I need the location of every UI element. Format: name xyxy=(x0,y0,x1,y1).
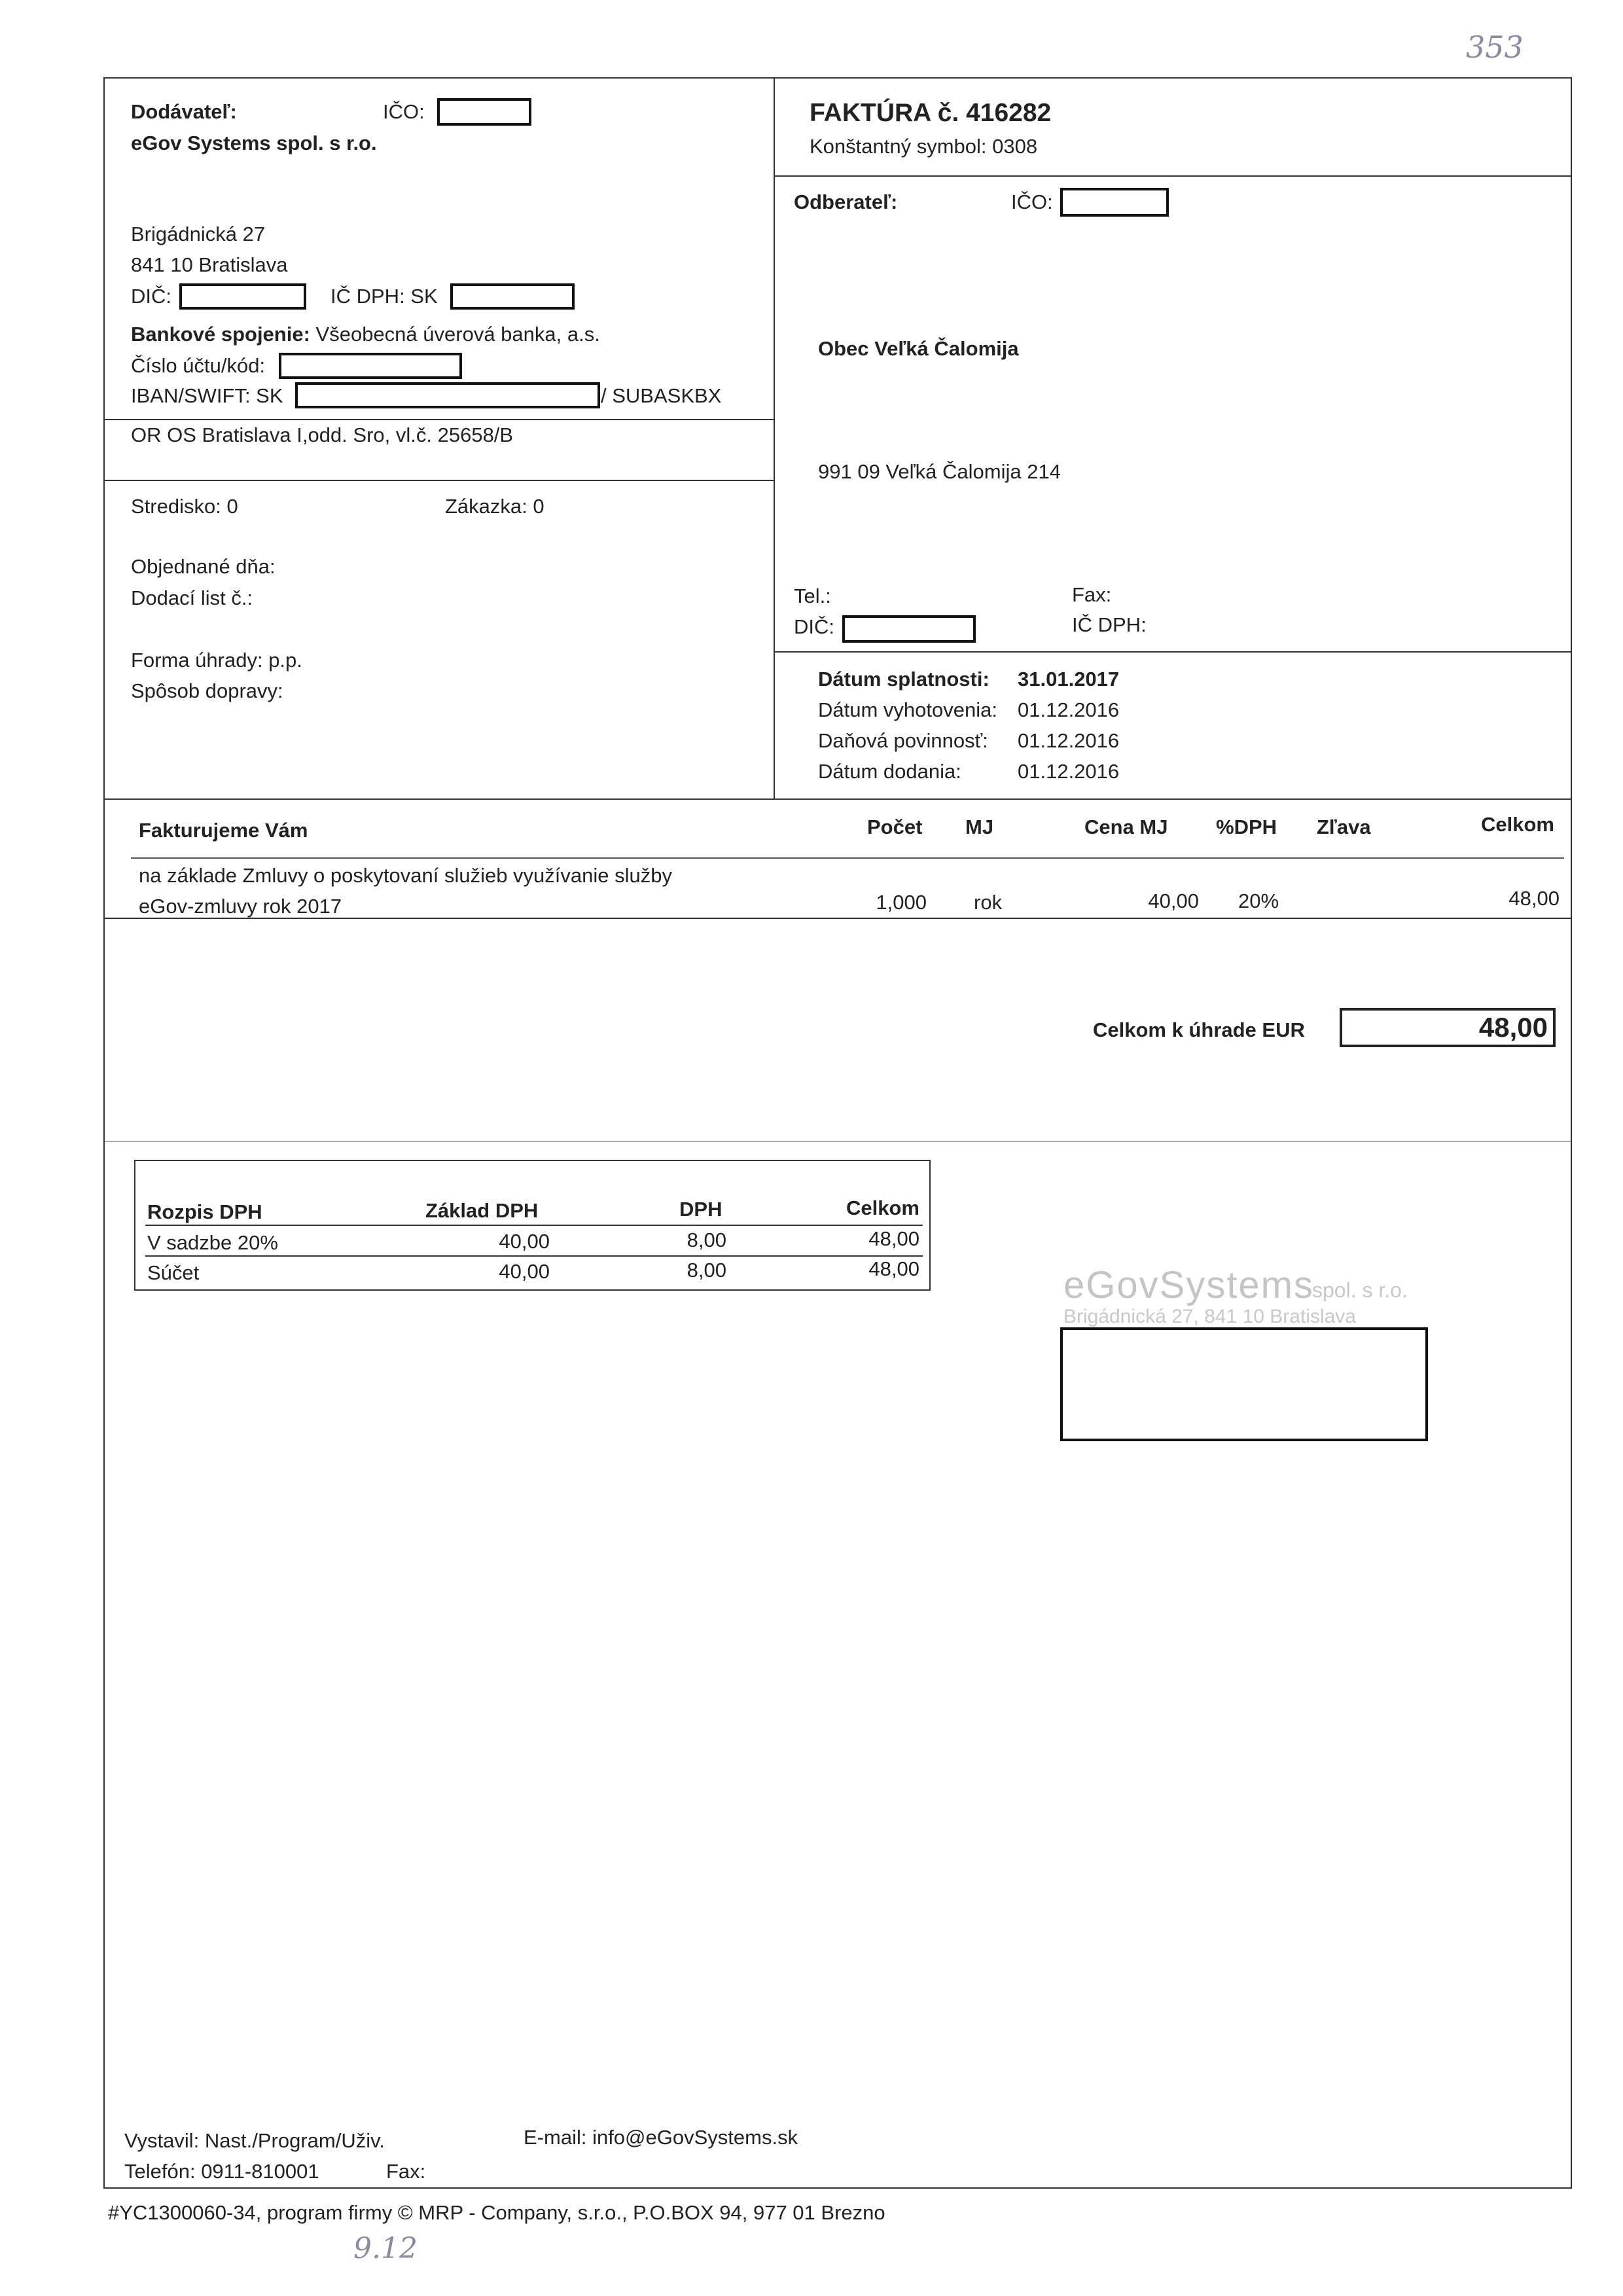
item-unit-price: 40,00 xyxy=(1148,889,1199,912)
vat-header-vat: DPH xyxy=(679,1198,722,1221)
divider-dates xyxy=(774,651,1571,653)
invoice-title: FAKTÚRA č. 416282 xyxy=(810,99,1052,127)
item-description-line2: eGov-zmluvy rok 2017 xyxy=(139,895,342,918)
vat-row2-base: 40,00 xyxy=(499,1260,550,1283)
divider-total xyxy=(105,1141,1571,1142)
total-due-amount: 48,00 xyxy=(1478,1012,1548,1043)
divider-items-header xyxy=(131,857,1564,859)
constant-symbol: Konštantný symbol: 0308 xyxy=(810,135,1038,158)
job-number: Zákazka: 0 xyxy=(445,495,544,518)
column-divider xyxy=(774,77,775,800)
delivery-date-label: Dátum dodania: xyxy=(818,760,961,783)
divider-order xyxy=(105,480,774,481)
customer-dic-label: DIČ: xyxy=(794,615,834,638)
items-header-total: Celkom xyxy=(1481,813,1554,836)
supplier-city: 841 10 Bratislava xyxy=(131,253,288,276)
item-unit: rok xyxy=(974,891,1003,914)
redacted-supplier-ico xyxy=(437,98,531,126)
bank-label: Bankové spojenie: xyxy=(131,323,310,346)
customer-name: Obec Veľká Čalomija xyxy=(818,337,1019,360)
redacted-account xyxy=(279,353,462,379)
supplier-dic-label: DIČ: xyxy=(131,285,171,308)
delivery-note-label: Dodací list č.: xyxy=(131,586,253,609)
customer-ico-label: IČO: xyxy=(1011,190,1053,213)
redacted-customer-ico xyxy=(1060,188,1169,217)
handwritten-note: 9.12 xyxy=(353,2232,418,2265)
customer-fax-label: Fax: xyxy=(1072,583,1112,606)
vat-row1-label: V sadzbe 20% xyxy=(147,1231,278,1254)
due-date-label: Dátum splatnosti: xyxy=(818,668,990,691)
footer-email: E-mail: info@eGovSystems.sk xyxy=(524,2126,798,2149)
divider-items-bottom xyxy=(105,918,1571,919)
due-date: 31.01.2017 xyxy=(1018,668,1120,691)
items-header-qty: Počet xyxy=(867,816,923,838)
supplier-street: Brigádnická 27 xyxy=(131,223,266,245)
bank-name: Všeobecná úverová banka, a.s. xyxy=(315,323,600,346)
transport-method: Spôsob dopravy: xyxy=(131,679,283,702)
supplier-bank xyxy=(131,324,600,344)
vat-header-total: Celkom xyxy=(846,1196,919,1219)
item-vat-rate: 20% xyxy=(1238,889,1279,912)
supplier-label: Dodávateľ: xyxy=(131,100,237,123)
divider-items-top xyxy=(105,798,1571,800)
item-total: 48,00 xyxy=(1508,887,1560,910)
redacted-supplier-dic xyxy=(179,283,306,310)
footer-fax: Fax: xyxy=(386,2160,426,2183)
redacted-customer-dic xyxy=(842,615,976,643)
handwritten-number: 353 xyxy=(1466,29,1524,65)
supplier-ico-label: IČO: xyxy=(383,100,425,123)
vat-row1-base: 40,00 xyxy=(499,1230,550,1253)
customer-address: 991 09 Veľká Čalomija 214 xyxy=(818,460,1061,483)
footer-phone: Telefón: 0911-810001 xyxy=(124,2160,319,2183)
account-label: Číslo účtu/kód: xyxy=(131,354,266,377)
divider-invoice-title xyxy=(774,175,1571,177)
cost-center: Stredisko: 0 xyxy=(131,495,238,518)
supplier-name: eGov Systems spol. s r.o. xyxy=(131,132,377,154)
vat-row2-label: Súčet xyxy=(147,1261,200,1284)
items-header-unit: MJ xyxy=(965,816,994,838)
divider-registry xyxy=(105,419,774,420)
vat-row1-total: 48,00 xyxy=(868,1227,919,1250)
redacted-iban xyxy=(295,382,600,408)
tax-date: 01.12.2016 xyxy=(1018,729,1120,752)
delivery-date: 01.12.2016 xyxy=(1018,760,1120,783)
vat-row2-vat: 8,00 xyxy=(687,1259,726,1282)
stamp-brand: eGovSystems xyxy=(1063,1264,1314,1306)
items-header-price: Cena MJ xyxy=(1084,816,1168,838)
redacted-supplier-icdph xyxy=(450,283,575,310)
vat-header-base: Základ DPH xyxy=(425,1199,539,1222)
redacted-signature xyxy=(1060,1327,1428,1441)
payment-method: Forma úhrady: p.p. xyxy=(131,649,302,672)
issue-date-label: Dátum vyhotovenia: xyxy=(818,698,997,721)
supplier-icdph-label: IČ DPH: SK xyxy=(330,285,438,308)
stamp-suffix: spol. s r.o. xyxy=(1312,1278,1408,1302)
items-header-vat: %DPH xyxy=(1216,816,1277,838)
item-description-line1: na základe Zmluvy o poskytovaní služieb využívanie služby xyxy=(139,864,673,887)
customer-tel-label: Tel.: xyxy=(794,584,831,607)
registry-info: OR OS Bratislava I,odd. Sro, vl.č. 25658/B xyxy=(131,423,514,446)
items-header-desc: Fakturujeme Vám xyxy=(139,819,308,842)
items-header-discount: Zľava xyxy=(1317,816,1371,838)
customer-icdph-label: IČ DPH: xyxy=(1072,613,1147,636)
vat-table-row-line xyxy=(145,1255,923,1257)
program-info: #YC1300060-34, program firmy © MRP - Company, s.r.o., P.O.BOX 94, 977 01 Brezno xyxy=(108,2201,885,2224)
ordered-date-label: Objednané dňa: xyxy=(131,555,276,578)
total-due-label: Celkom k úhrade EUR xyxy=(1093,1018,1305,1041)
item-quantity: 1,000 xyxy=(876,891,927,914)
issue-date: 01.12.2016 xyxy=(1018,698,1120,721)
vat-table-header-line xyxy=(145,1225,923,1226)
swift-code: / SUBASKBX xyxy=(601,384,722,407)
stamp-address: Brigádnická 27, 841 10 Bratislava xyxy=(1063,1306,1356,1327)
tax-date-label: Daňová povinnosť: xyxy=(818,729,988,752)
iban-label: IBAN/SWIFT: SK xyxy=(131,384,283,407)
vat-row1-vat: 8,00 xyxy=(687,1229,726,1251)
vat-row2-total: 48,00 xyxy=(868,1257,919,1280)
vat-header-breakdown: Rozpis DPH xyxy=(147,1200,262,1223)
issued-by: Vystavil: Nast./Program/Uživ. xyxy=(124,2129,385,2152)
customer-label: Odberateľ: xyxy=(794,190,898,213)
